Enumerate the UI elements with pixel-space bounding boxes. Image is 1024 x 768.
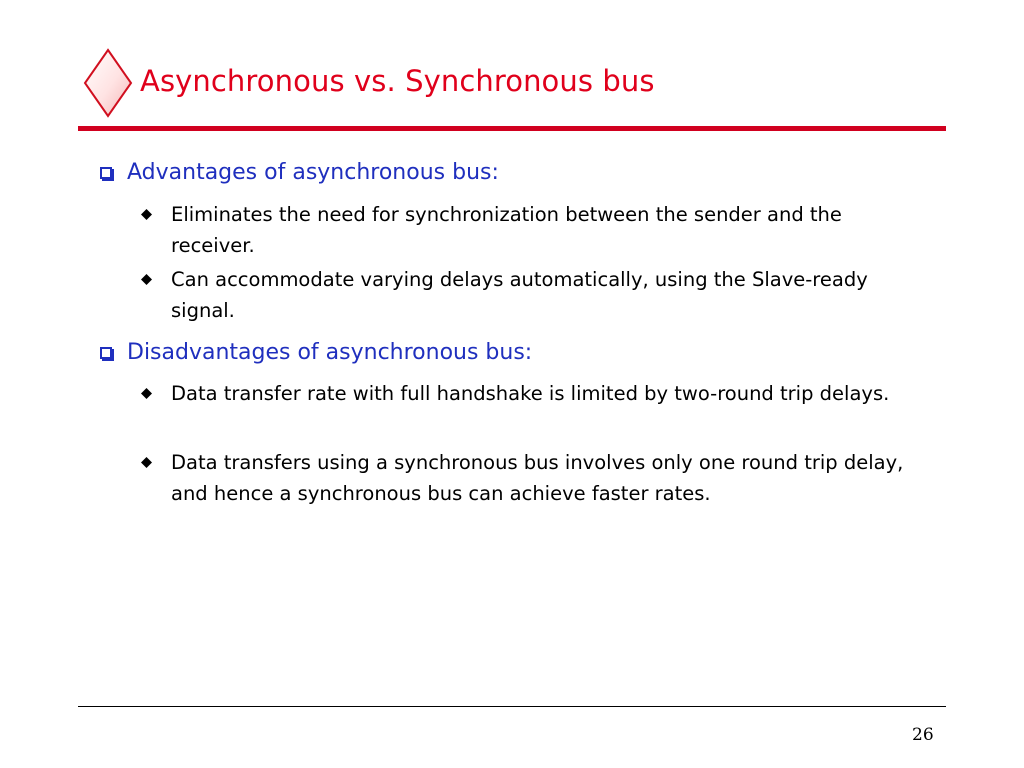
- footer-divider: [78, 706, 946, 707]
- diamond-bullet-icon: [141, 388, 152, 399]
- title-divider: [78, 126, 946, 131]
- checkbox-bullet-icon: [100, 167, 112, 179]
- bullet-text: Can accommodate varying delays automatically, using the Slave-ready signal.: [171, 268, 868, 322]
- diamond-bullet-icon: [141, 457, 152, 468]
- diamond-bullet-icon: [141, 274, 152, 285]
- checkbox-bullet-icon: [100, 347, 112, 359]
- section-heading-text: Advantages of asynchronous bus:: [127, 160, 499, 185]
- page-number: 26: [912, 725, 934, 745]
- slide-title: Asynchronous vs. Synchronous bus: [140, 64, 655, 98]
- diamond-bullet-icon: [141, 209, 152, 220]
- bullet-text: Eliminates the need for synchronization between the sender and the receiver.: [171, 203, 842, 257]
- bullet-text: Data transfer rate with full handshake is limited by two-round trip delays.: [171, 382, 890, 405]
- bullet-text: Data transfers using a synchronous bus involves only one round trip delay, and hence a synchronous bus can achieve faster rates.: [171, 451, 904, 505]
- section-heading-text: Disadvantages of asynchronous bus:: [127, 340, 533, 365]
- red-diamond-icon: [83, 48, 133, 118]
